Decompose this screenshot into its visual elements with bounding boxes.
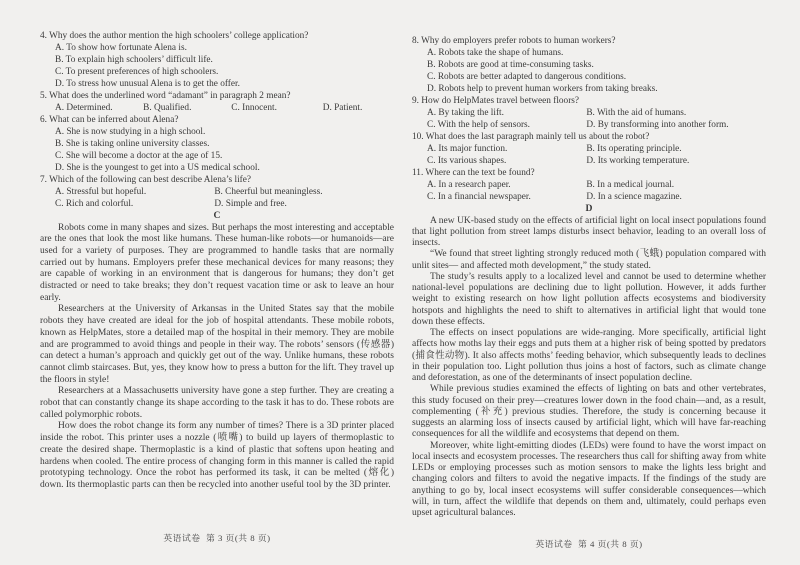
question-option: D. Patient. (322, 103, 363, 113)
page-left (40, 30, 394, 565)
question-option: A. Robots take the shape of humans. (427, 48, 564, 58)
question-option: D. Robots help to prevent human workers from taking breaks. (427, 84, 658, 94)
question-stem: 9. How do HelpMates travel between floors? (412, 96, 580, 106)
question-9 (412, 95, 766, 131)
question-options (412, 107, 766, 131)
question-7 (40, 174, 394, 210)
question-option: A. Determined. (55, 103, 113, 113)
passage-right (412, 216, 766, 520)
question-stem: 6. What can be inferred about Alena? (40, 115, 179, 125)
question-option: A. Its major function. (427, 144, 508, 154)
section-d-label: D (585, 203, 593, 214)
question-option: B. To explain high schoolers’ difficult life. (55, 55, 213, 65)
question-option: A. Stressful but hopeful. (55, 187, 147, 197)
question-option: B. She is taking online university classes. (55, 139, 210, 149)
passage-paragraph: A new UK-based study on the effects of artificial light on local insect populations found that light pollution from street lamps disturbs insect behavior, leading to an overall loss of insects. (412, 215, 766, 248)
question-option: D. In a science magazine. (586, 192, 682, 202)
passage-paragraph: How does the robot change its form any number of times? There is a 3D printer placed inside the robot. This printer uses a nozzle (喷嘴) to build up layers of thermoplastic to create the desired shape. Thermoplastic is a kind of plastic that softens upon heating and hardens when cooled. The entire process of changing form in this manner is called the rapid prototyping technology. Once the robot has performed its task, it can be melted (熔化) down. Its thermoplastic parts can then be recycled into another useful tool by the 3D printer. (40, 421, 394, 490)
question-option: C. In a financial newspaper. (427, 192, 531, 202)
passage-paragraph: “We found that street lighting strongly reduced moth (飞蛾) population compared with unlit sites— and affected moth development,” the study stated. (412, 249, 766, 271)
page-footer-left: 英语试卷 第 3 页(共 8 页) (163, 533, 271, 543)
question-stem: 10. What does the last paragraph mainly tell us about the robot? (412, 132, 650, 142)
question-option: C. She will become a doctor at the age of 15. (55, 151, 223, 161)
question-4 (40, 30, 394, 90)
question-8 (412, 35, 766, 95)
question-stem: 4. Why does the author mention the high schoolers’ college application? (40, 31, 309, 41)
question-option: B. Robots are good at time-consuming tasks. (427, 60, 594, 70)
question-option: B. With the aid of humans. (586, 108, 687, 118)
question-option: B. Cheerful but meaningless. (214, 187, 323, 197)
passage-paragraph: While previous studies examined the effects of lighting on bats and other vertebrates, this study focused on their prey—creatures lower down in the food chain—and, as a result, complementing (补充) previous studies. Therefore, the study is concerning because it suggests an alarming loss of insects caused by artificial light, which will have far-reaching consequences for all the wildlife and ecosystems that depend on them. (412, 384, 766, 440)
question-option: D. Simple and free. (214, 199, 287, 209)
question-options (412, 143, 766, 167)
passage-paragraph: Moreover, white light-emitting diodes (LEDs) were found to have the worst impact on local insects and ecosystem processes. The researchers thus call for shifting away from white LEDs or employing processes such as motion sensors to make the lights less bright and changing colors and filters to avoid the negative impacts. If the findings of the study are anything to go by, local insect ecosystems will suffer considerable consequences—which will, in turn, affect the wildlife that depends on them and, ultimately, could perhaps even upset agricultural balances. (412, 440, 766, 518)
question-stem: 11. Where can the text be found? (412, 168, 535, 178)
passage-paragraph: The effects on insect populations are wide-ranging. More specifically, artificial light affects how moths lay their eggs and puts them at a higher risk of being spotted by predators (捕食性动物). It also affects moths’ feeding behavior, which subsequently leads to declines in their population too. Light pollution thus joins a host of factors, such as climate change and deforestation, as one of the determinants of insect population decline. (412, 328, 766, 383)
question-11 (412, 167, 766, 203)
question-option: B. Its operating principle. (586, 144, 682, 154)
question-option: A. She is now studying in a high school. (55, 127, 206, 137)
question-option: D. By transforming into another form. (586, 120, 729, 130)
question-5 (40, 90, 394, 114)
question-6 (40, 114, 394, 174)
question-options (412, 179, 766, 203)
question-option: D. To stress how unusual Alena is to get the offer. (55, 79, 240, 89)
question-options (412, 47, 766, 95)
question-option: C. Rich and colorful. (55, 199, 134, 209)
question-option: C. Innocent. (231, 103, 277, 113)
question-option: D. She is the youngest to get into a US medical school. (55, 163, 260, 173)
question-option: B. In a medical journal. (586, 180, 675, 190)
question-stem: 5. What does the underlined word “adamant” in paragraph 2 mean? (40, 91, 291, 101)
question-list-right (412, 35, 766, 203)
question-option: A. In a research paper. (427, 180, 511, 190)
page-right (412, 35, 766, 565)
passage-paragraph: Researchers at the University of Arkansas in the United States say that the mobile robots they have created are ideal for the job of hospital attendants. These mobile robots, known as HelpMates, store a detailed map of the hospital in their memory. They are mobile and are programmed to avoid things and people in their way. The robots’ sensors (传感器) can detect a human’s approach and quickly get out of the way. Unlike humans, these robots cannot climb staircases. But, yes, they know how to press a button for the lift. They travel up the floors in style! (40, 304, 394, 385)
passage-paragraph: Robots come in many shapes and sizes. But perhaps the most interesting and acceptable are the ones that look the most like humans. These human-like robots—or humanoids—are used for a variety of purposes. They are programmed to handle tasks that are normally carried out by humans. Employers prefer these mechanical devices for many reasons; they are capable of working in an environment that is dangerous for humans; they don’t get distracted or need to take breaks; they don’t request vacation time or ask to leave an hour early. (40, 222, 394, 303)
question-option: C. To present preferences of high schoolers. (55, 67, 219, 77)
section-c-label: C (213, 210, 221, 221)
question-option: A. By taking the lift. (427, 108, 504, 118)
question-option: C. Its various shapes. (427, 156, 507, 166)
question-option: D. Its working temperature. (586, 156, 690, 166)
question-stem: 8. Why do employers prefer robots to human workers? (412, 36, 616, 46)
question-options (40, 102, 394, 114)
question-options (40, 42, 394, 90)
passage-left (40, 223, 394, 492)
question-options (40, 126, 394, 174)
question-option: B. Qualified. (143, 103, 192, 113)
question-options (40, 186, 394, 210)
question-stem: 7. Which of the following can best describe Alena’s life? (40, 175, 252, 185)
question-option: C. With the help of sensors. (427, 120, 531, 130)
page-footer-right: 英语试卷 第 4 页(共 8 页) (535, 539, 643, 549)
question-option: C. Robots are better adapted to dangerous conditions. (427, 72, 627, 82)
passage-paragraph: Researchers at a Massachusetts university have gone a step further. They are creating a robot that can constantly change its shape according to the task it has to do. These robots are called polymorphic robots. (40, 386, 394, 420)
question-list-left (40, 30, 394, 210)
question-option: A. To show how fortunate Alena is. (55, 43, 187, 53)
passage-paragraph: The study’s results apply to a localized level and cannot be used to determine whether national-level populations are declining due to light pollution. However, it adds further weight to existing research on how light pollution affects ecosystems and biodiversity hotspots and highlights the need to shift to alternatives in artificial light that would tone down these effects. (412, 271, 766, 327)
question-10 (412, 131, 766, 167)
